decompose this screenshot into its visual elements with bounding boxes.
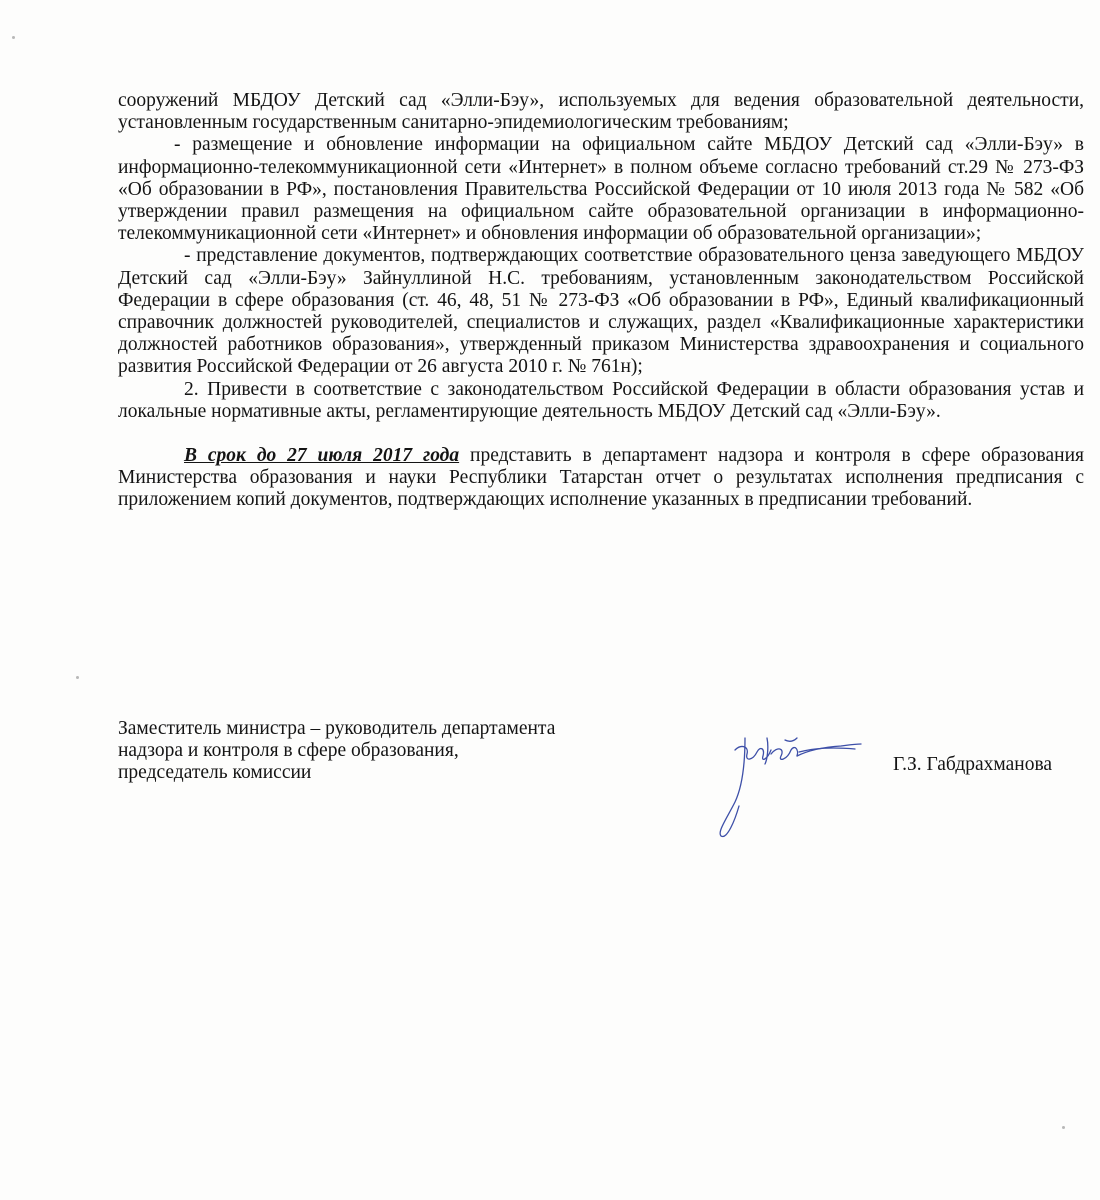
scan-speck [76,676,79,679]
signer-title-line-1: Заместитель министра – руководитель департамента [118,718,556,739]
paragraph-qualification: - представление документов, подтверждающих соответствие образовательного ценза заведующего МБДОУ Детский сад «Элли-Бэу» Зайнуллиной Н.С. требованиям, установленным законодательством Российской Федерации в сфере образования (ст. 46, 48, 51 № 273-ФЗ «Об образовании в РФ», Единый квалификационный справочник должностей руководителей, специалистов и служащих, раздел «Квалификационные характеристики должностей работников образования», утвержденный приказом Министерства здравоохранения и социального развития Российской Федерации от 26 августа 2010 г. № 761н); [118,245,1084,378]
signer-title-line-3: председатель комиссии [118,762,312,784]
signer-title-block [118,718,555,785]
paragraph-continuation: сооружений МБДОУ Детский сад «Элли-Бэу», используемых для ведения образовательной деятельности, установленным государственным санитарно-эпидемиологическим требованиям; [118,90,1084,134]
paragraph-deadline [118,445,1084,512]
paragraph-gap [118,423,1084,445]
scan-speck [1062,1126,1065,1129]
scan-speck [12,36,15,39]
signer-title-line-2: надзора и контроля в сфере образования, [118,740,459,762]
deadline-instruction: представить в департамент надзора и контроля в сфере образования Министерства образования и науки Республики Татарстан отчет о результатах исполнения предписания с приложением копий документов, подтверждающих исполнение указанных в предписании требований. [118,445,1084,511]
handwritten-signature [705,720,865,845]
deadline-date: В срок до 27 июля 2017 года [184,445,460,467]
signer-name: Г.З. Габдрахманова [893,754,1053,775]
document-body [118,90,1084,512]
paragraph-item-2: 2. Привести в соответствие с законодательством Российской Федерации в области образования устав и локальные нормативные акты, регламентирующие деятельность МБДОУ Детский сад «Элли-Бэу». [118,378,1084,422]
paragraph-website-info: - размещение и обновление информации на официальном сайте МБДОУ Детский сад «Элли-Бэу» в информационно-телекоммуникационной сети «Интернет» в полном объеме согласно требований ст.29 № 273-ФЗ «Об образовании в РФ», постановления Правительства Российской Федерации от 10 июля 2013 года № 582 «Об утверждении правил размещения на официальном сайте образовательной организации в информационно-телекоммуникационной сети «Интернет» и обновления информации об образовательной организации»; [118,134,1084,245]
